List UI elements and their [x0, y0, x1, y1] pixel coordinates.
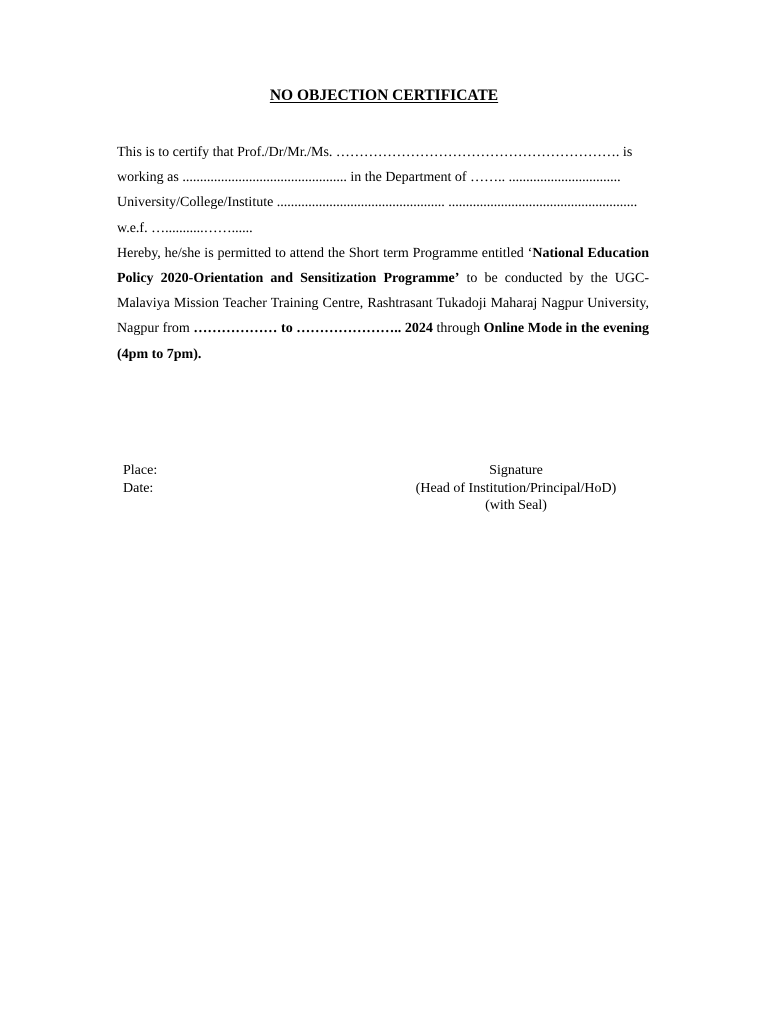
certify-line-name: This is to certify that Prof./Dr/Mr./Ms. ……………………………………………………. is — [117, 145, 633, 160]
place-label: Place: — [123, 463, 158, 478]
certify-line-wef: w.e.f. …...........……...... — [117, 220, 253, 236]
signatory-label: (Head of Institution/Principal/HoD) — [415, 480, 617, 496]
programme-title: National Education Policy 2020-Orientation and Sensitization Programme’ — [117, 245, 650, 287]
permission-paragraph — [117, 241, 649, 367]
programme-dates: ……………… to ………………….. 2024 — [193, 321, 433, 337]
certificate-body — [117, 140, 649, 367]
signature-block — [396, 462, 636, 515]
certificate-title: NO OBJECTION CERTIFICATE — [269, 87, 499, 104]
permission-text-3: through — [432, 321, 484, 337]
permission-text-2: to be conducted by the UGC-Malaviya Mission Teacher Training Centre, Rashtrasant Tukadoji Maharaj Nagpur University, Nagpur from — [117, 271, 649, 337]
programme-mode: Online Mode in the evening (4pm to 7pm). — [117, 321, 649, 362]
certify-line-designation: working as ............................................... in the Department of …….. ................................ — [117, 170, 621, 186]
permission-text-1: Hereby, he/she is permitted to attend the Short term Programme entitled ‘ — [117, 245, 533, 261]
certify-line-institute: University/College/Institute ................................................ ...................................................... — [117, 195, 638, 211]
date-label: Date: — [123, 480, 154, 496]
certify-paragraph — [117, 140, 649, 241]
seal-note: (with Seal) — [485, 498, 547, 513]
place-date-block — [123, 462, 157, 497]
signature-label: Signature — [489, 463, 543, 478]
